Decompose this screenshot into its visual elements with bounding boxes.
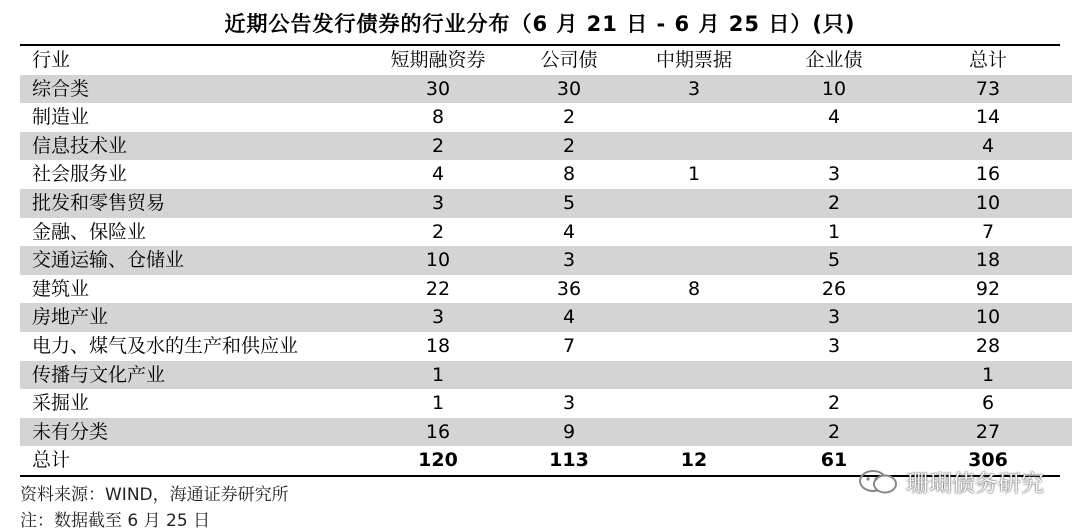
- cell-industry: 总计: [32, 449, 71, 472]
- cell-short-term: 22: [425, 277, 451, 300]
- cell-industry: 金融、保险业: [32, 220, 147, 243]
- cell-short-term: 8: [431, 106, 445, 129]
- cell-mtn: 3: [624, 75, 764, 104]
- cell-total: 6: [981, 392, 995, 415]
- cell-corporate-bond: 7: [562, 334, 576, 357]
- cell-industry: 建筑业: [32, 277, 90, 300]
- cell-industry: 交通运输、仓储业: [20, 246, 362, 275]
- date-note: 注：数据截至 6 月 25 日: [20, 511, 211, 531]
- cell-corporate-bond: 3: [514, 246, 624, 275]
- industry-table: [20, 46, 1072, 475]
- cell-total: 18: [904, 246, 1072, 275]
- cell-corporate-bond: 113: [549, 449, 589, 472]
- cell-total: 10: [904, 303, 1072, 332]
- cell-corporate-bond: 9: [514, 418, 624, 447]
- cell-short-term: 1: [431, 392, 445, 415]
- cell-enterprise-bond: 2: [764, 418, 904, 447]
- cell-enterprise-bond: 3: [764, 303, 904, 332]
- cell-enterprise-bond: 1: [827, 220, 841, 243]
- table-row: [20, 246, 1072, 275]
- cell-total: 73: [904, 75, 1072, 104]
- cell-total: 92: [975, 277, 1001, 300]
- table-title: 近期公告发行债券的行业分布（6 月 21 日 - 6 月 25 日）(只): [224, 12, 856, 36]
- cell-enterprise-bond: [764, 361, 904, 390]
- cell-corporate-bond: 8: [562, 163, 576, 186]
- table-row: [20, 418, 1072, 447]
- cell-corporate-bond: 4: [514, 303, 624, 332]
- cell-mtn: 12: [680, 449, 708, 472]
- watermark-text: 珊瑚债务研究: [906, 471, 1044, 497]
- cell-short-term: 3: [362, 189, 514, 218]
- cell-mtn: [624, 189, 764, 218]
- header-total: 总计: [968, 49, 1007, 71]
- cell-corporate-bond: 2: [562, 106, 576, 129]
- cell-short-term: 16: [362, 418, 514, 447]
- cell-total: 28: [975, 334, 1001, 357]
- table-row: [20, 75, 1072, 104]
- header-row: [20, 46, 1072, 75]
- cell-industry: 采掘业: [32, 392, 90, 415]
- cell-mtn: [624, 361, 764, 390]
- cell-total: 7: [981, 220, 995, 243]
- header-industry: 行业: [32, 49, 71, 71]
- cell-enterprise-bond: 26: [821, 277, 847, 300]
- cell-enterprise-bond: 3: [827, 163, 841, 186]
- cell-corporate-bond: 30: [514, 75, 624, 104]
- cell-short-term: 120: [418, 449, 458, 472]
- cell-enterprise-bond: 61: [820, 449, 848, 472]
- cell-enterprise-bond: 2: [764, 189, 904, 218]
- cell-industry: 信息技术业: [20, 132, 362, 161]
- cell-enterprise-bond: 4: [827, 106, 841, 129]
- table-row: [20, 160, 1072, 189]
- table-row: [20, 189, 1072, 218]
- cell-short-term: 18: [425, 334, 451, 357]
- source-note: 资料来源：WIND，海通证券研究所: [20, 485, 289, 505]
- cell-industry: 传播与文化产业: [20, 361, 362, 390]
- cell-corporate-bond: 3: [562, 392, 576, 415]
- cell-total: 27: [904, 418, 1072, 447]
- cell-short-term: 2: [431, 220, 445, 243]
- cell-mtn: 1: [687, 163, 701, 186]
- cell-short-term: 10: [362, 246, 514, 275]
- cell-short-term: 2: [362, 132, 514, 161]
- table-row: [20, 218, 1072, 247]
- header-enterprise-bond: 企业债: [805, 49, 863, 71]
- cell-mtn: [624, 103, 764, 132]
- header-corporate-bond: 公司债: [540, 49, 598, 71]
- table-row: [20, 303, 1072, 332]
- cell-mtn: [624, 132, 764, 161]
- cell-mtn: [624, 418, 764, 447]
- cell-mtn: [624, 218, 764, 247]
- cell-total: 10: [904, 189, 1072, 218]
- cell-short-term: 3: [362, 303, 514, 332]
- cell-short-term: 30: [362, 75, 514, 104]
- cell-mtn: [624, 389, 764, 418]
- cell-mtn: 8: [687, 277, 701, 300]
- table-row: [20, 132, 1072, 161]
- cell-enterprise-bond: 5: [764, 246, 904, 275]
- cell-short-term: 1: [362, 361, 514, 390]
- cell-total: 4: [904, 132, 1072, 161]
- cell-short-term: 4: [431, 163, 445, 186]
- cell-total: 306: [968, 449, 1008, 472]
- cell-corporate-bond: 2: [514, 132, 624, 161]
- cell-corporate-bond: 5: [514, 189, 624, 218]
- table-row: [20, 389, 1072, 418]
- cell-mtn: [624, 303, 764, 332]
- cell-industry: 未有分类: [20, 418, 362, 447]
- cell-industry: 制造业: [32, 106, 90, 129]
- table-row: [20, 361, 1072, 390]
- cell-enterprise-bond: 10: [764, 75, 904, 104]
- cell-total: 14: [975, 106, 1001, 129]
- table-row: [20, 332, 1072, 361]
- cell-total: 1: [904, 361, 1072, 390]
- cell-industry: 房地产业: [20, 303, 362, 332]
- cell-corporate-bond: 36: [556, 277, 582, 300]
- table-row: [20, 103, 1072, 132]
- watermark: [858, 465, 1044, 498]
- cell-industry: 综合类: [20, 75, 362, 104]
- cell-corporate-bond: 4: [562, 220, 576, 243]
- cell-mtn: [624, 246, 764, 275]
- chat-bubble-icon: [858, 469, 898, 495]
- cell-industry: 电力、煤气及水的生产和供应业: [32, 334, 299, 357]
- cell-industry: 批发和零售贸易: [20, 189, 362, 218]
- cell-mtn: [624, 332, 764, 361]
- header-short-term: 短期融资券: [390, 49, 486, 71]
- cell-industry: 社会服务业: [32, 163, 128, 186]
- cell-total: 16: [975, 163, 1001, 186]
- table-row: [20, 275, 1072, 304]
- cell-enterprise-bond: 3: [827, 334, 841, 357]
- cell-enterprise-bond: 2: [827, 392, 841, 415]
- cell-enterprise-bond: [764, 132, 904, 161]
- header-mtn: 中期票据: [655, 49, 732, 71]
- cell-corporate-bond: [514, 361, 624, 390]
